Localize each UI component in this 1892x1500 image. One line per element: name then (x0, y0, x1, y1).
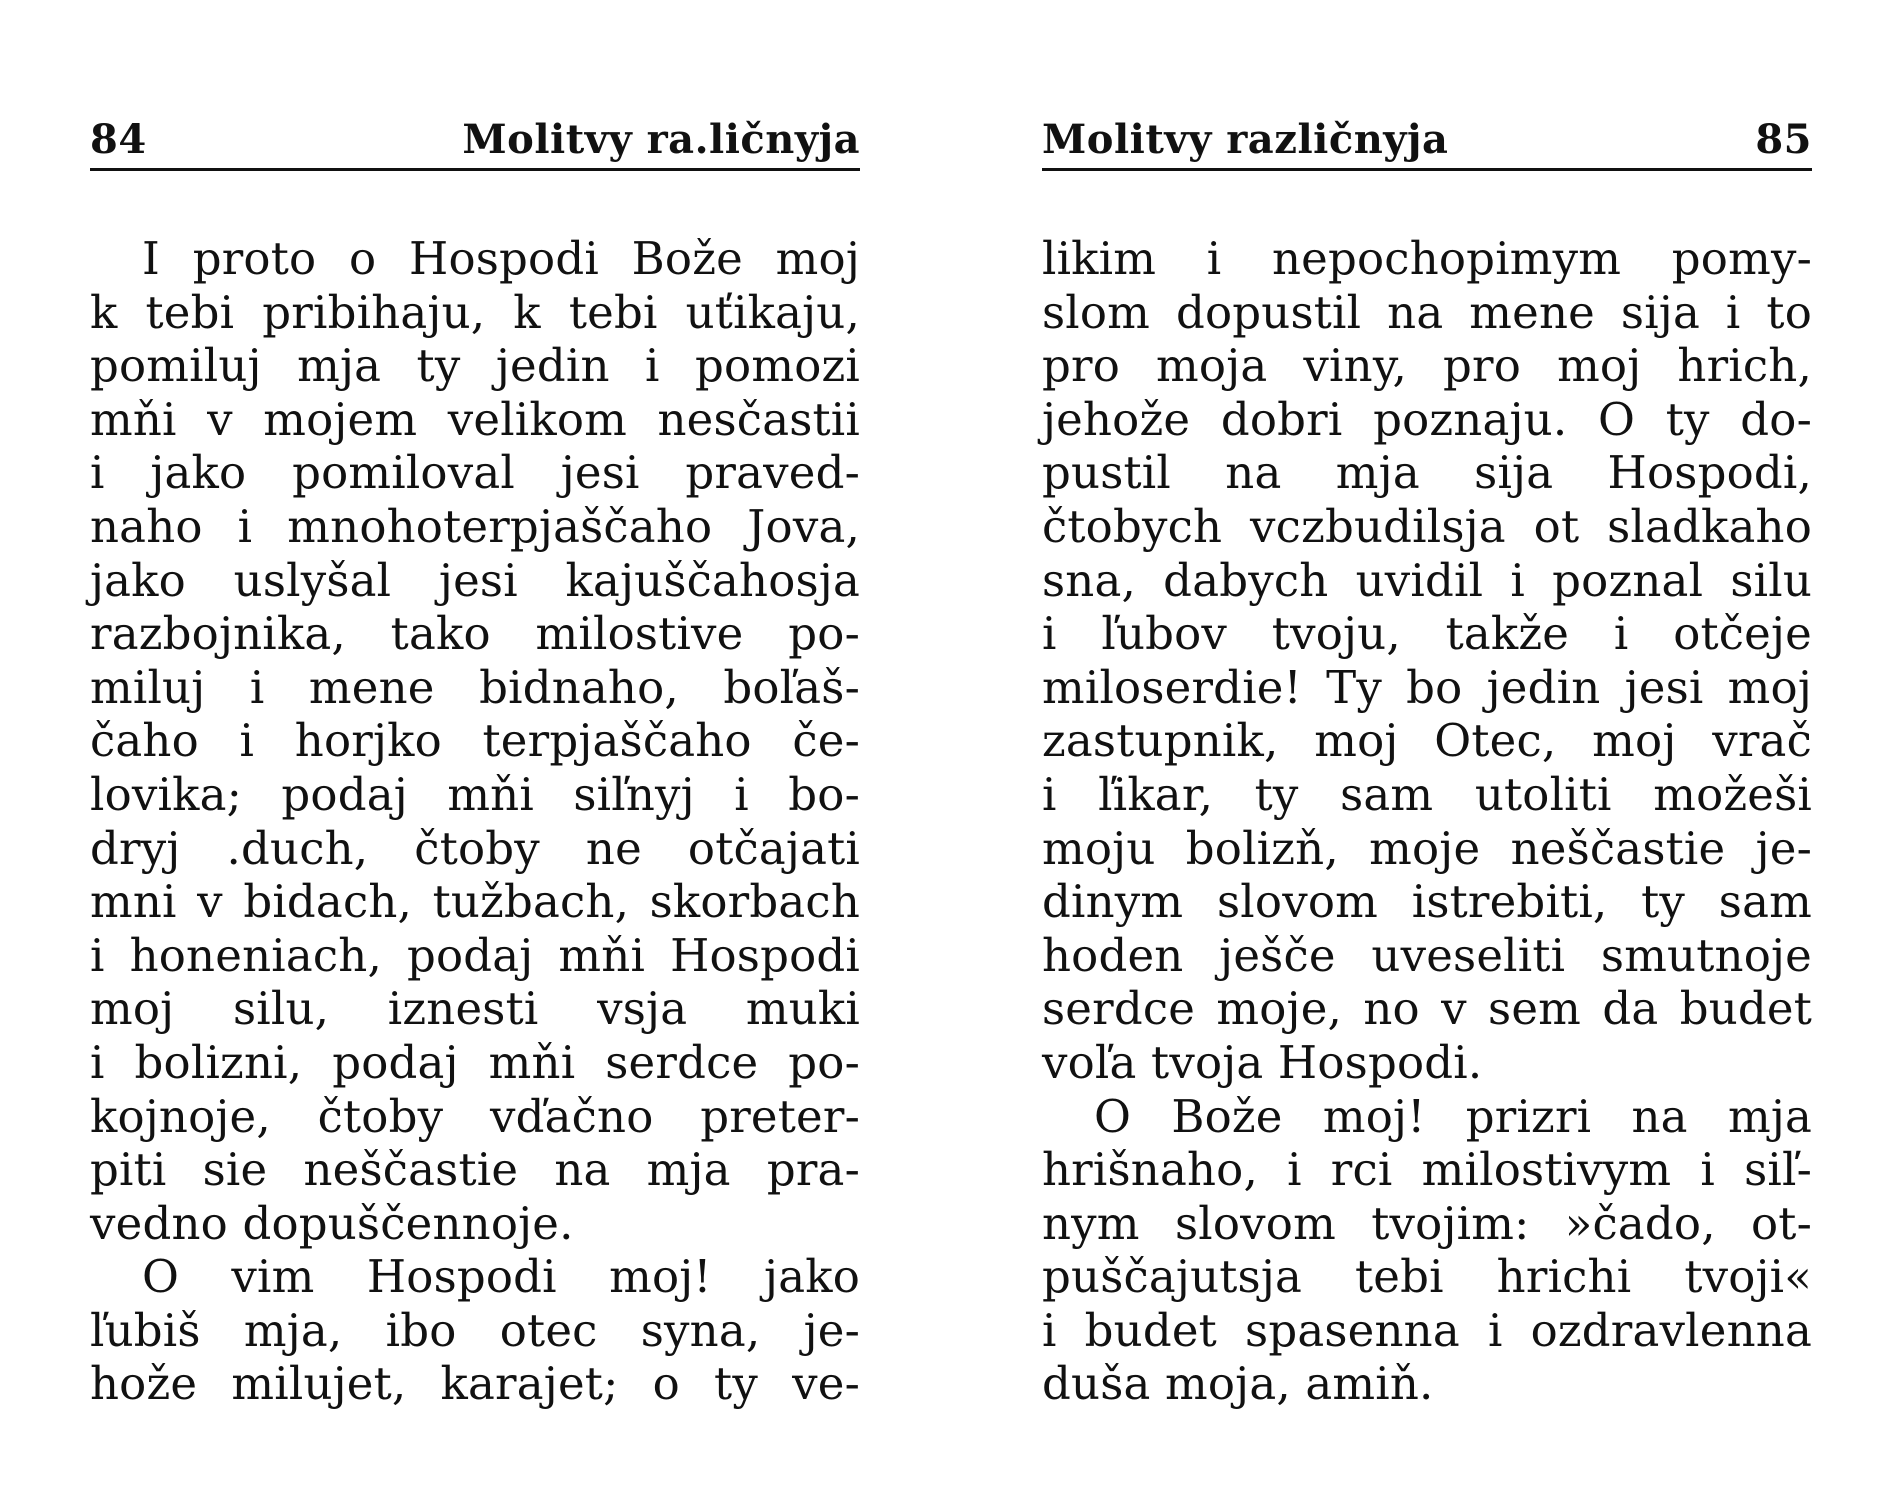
right-running-title: Molitvy različnyja (1042, 116, 1449, 163)
text-line: jako uslyšal jesi kajuščahosja (90, 553, 860, 607)
text-line: vedno dopuščennoje. (90, 1196, 574, 1250)
text-line: pro moja viny, pro moj hrich, (1042, 339, 1812, 393)
text-line: serdce moje, no v sem da budet (1042, 982, 1812, 1036)
right-header-rule (1042, 168, 1812, 171)
text-line: O vim Hospodi moj! jako (142, 1250, 860, 1304)
text-line: I proto o Hospodi Bože moj (142, 232, 860, 285)
text-line: lovika; podaj mňi siľnyj i bo- (90, 767, 860, 821)
left-page-number: 84 (90, 116, 147, 163)
text-line: duša moja, amiň. (1042, 1357, 1434, 1411)
text-line: i ľikar, ty sam utoliti možeši (1042, 767, 1812, 821)
text-line: pomiluj mja ty jedin i pomozi (90, 339, 860, 393)
text-line: puščajutsja tebi hrichi tvoji« (1042, 1250, 1812, 1304)
text-line: sna, dabych uvidil i poznal silu (1042, 553, 1812, 607)
text-line: čtobych vczbudilsja ot sladkaho (1042, 499, 1812, 553)
text-line: i honeniach, podaj mňi Hospodi (90, 928, 860, 982)
text-line: dinym slovom istrebiti, ty sam (1042, 875, 1812, 929)
text-line: piti sie neščastie na mja pra- (90, 1143, 860, 1197)
text-line: razbojnika, tako milostive po- (90, 607, 860, 661)
text-line: i budet spasenna i ozdravlenna (1042, 1303, 1812, 1357)
left-page (90, 0, 860, 1500)
text-line: pustil na mja sija Hospodi, (1042, 446, 1812, 500)
text-line: čaho i horjko terpjaščaho če- (90, 714, 860, 768)
text-line: ľubiš mja, ibo otec syna, je- (90, 1303, 860, 1357)
text-line: k tebi pribihaju, k tebi uťikaju, (90, 285, 860, 339)
text-line: hoden ješče uveseliti smutnoje (1042, 928, 1812, 982)
text-line: mni v bidach, tužbach, skorbach (90, 875, 860, 929)
text-line: zastupnik, moj Otec, moj vrač (1042, 714, 1812, 768)
text-line: i ľubov tvoju, takže i otčeje (1042, 607, 1812, 661)
text-line: likim i nepochopimym pomy- (1042, 232, 1812, 285)
text-line: dryj .duch, čtoby ne otčajati (90, 821, 860, 875)
text-line: slom dopustil na mene sija i to (1042, 285, 1812, 339)
text-line: i jako pomiloval jesi praved- (90, 446, 860, 500)
text-line: miluj i mene bidnaho, boľaš- (90, 660, 860, 714)
right-running-head (1042, 112, 1812, 168)
text-line: jehože dobri poznaju. O ty do- (1042, 392, 1812, 446)
left-running-head (90, 112, 860, 168)
right-page-number: 85 (1755, 116, 1812, 163)
left-body-text (90, 232, 860, 1411)
text-line: hože milujet, karajet; o ty ve- (90, 1357, 860, 1411)
right-page (1042, 0, 1812, 1500)
left-running-title: Molitvy ra․ličnyja (462, 116, 860, 163)
text-line: hrišnaho, i rci milostivym i siľ- (1042, 1143, 1812, 1197)
text-line: miloserdie! Ty bo jedin jesi moj (1042, 660, 1812, 714)
text-line: O Bože moj! prizri na mja (1094, 1089, 1812, 1143)
text-line: moj silu, iznesti vsja muki (90, 982, 860, 1036)
text-line: voľa tvoja Hospodi. (1042, 1035, 1483, 1089)
left-header-rule (90, 168, 860, 171)
text-line: naho i mnohoterpjaščaho Jova, (90, 499, 860, 553)
right-body-text (1042, 232, 1812, 1411)
text-line: mňi v mojem velikom nesčastii (90, 392, 860, 446)
text-line: i bolizni, podaj mňi serdce po- (90, 1035, 860, 1089)
text-line: kojnoje, čtoby vďačno preter- (90, 1089, 860, 1143)
text-line: moju bolizň, moje neščastie je- (1042, 821, 1812, 875)
text-line: nym slovom tvojim: »čado, ot- (1042, 1196, 1812, 1250)
